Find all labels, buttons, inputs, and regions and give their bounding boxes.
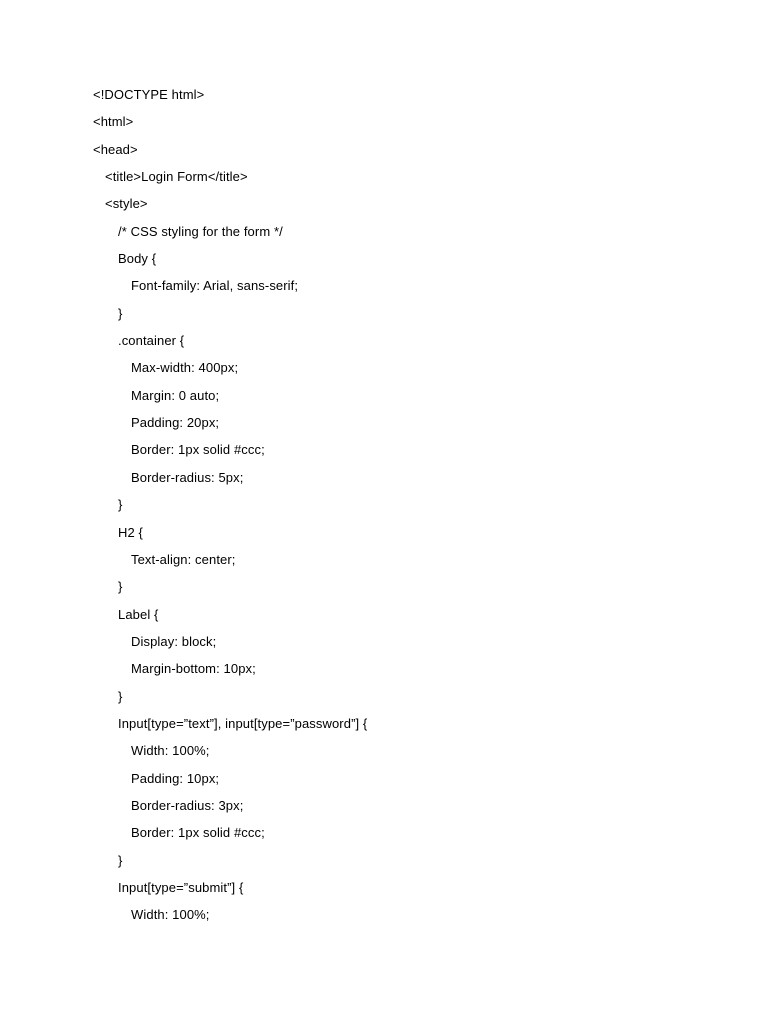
code-line: Padding: 20px; (131, 415, 220, 431)
code-line: } (118, 852, 123, 868)
code-line: } (118, 497, 123, 513)
code-line: Display: block; (131, 633, 217, 649)
code-line: Width: 100%; (131, 907, 210, 923)
code-line: } (118, 579, 123, 595)
code-line: Input[type=”submit”] { (118, 879, 244, 895)
code-line: } (118, 305, 123, 321)
code-listing (0, 84, 367, 932)
code-line: Margin: 0 auto; (131, 387, 220, 403)
code-line: Font-family: Arial, sans-serif; (131, 278, 299, 294)
code-line: Text-align: center; (131, 551, 236, 567)
code-line: Width: 100%; (131, 743, 210, 759)
code-line: Border: 1px solid #ccc; (131, 825, 265, 841)
code-line: <style> (105, 196, 148, 212)
code-line: Padding: 10px; (131, 770, 220, 786)
code-line: Input[type=”text”], input[type=”password”] { (118, 715, 368, 731)
code-line: .container { (118, 333, 185, 349)
code-line: Margin-bottom: 10px; (131, 661, 256, 677)
code-line: H2 { (118, 524, 143, 540)
code-line: Border-radius: 3px; (131, 797, 244, 813)
code-line: <html> (93, 114, 134, 130)
code-line: Border: 1px solid #ccc; (131, 442, 265, 458)
code-line: } (118, 688, 123, 704)
code-line: <!DOCTYPE html> (93, 87, 205, 102)
code-line: Border-radius: 5px; (131, 469, 244, 485)
code-line: /* CSS styling for the form */ (118, 223, 283, 239)
code-line: <head> (93, 141, 138, 157)
code-line: <title>Login Form</title> (105, 169, 248, 185)
code-line: Label { (118, 606, 159, 622)
code-line: Body { (118, 251, 157, 267)
code-line: Max-width: 400px; (131, 360, 239, 376)
